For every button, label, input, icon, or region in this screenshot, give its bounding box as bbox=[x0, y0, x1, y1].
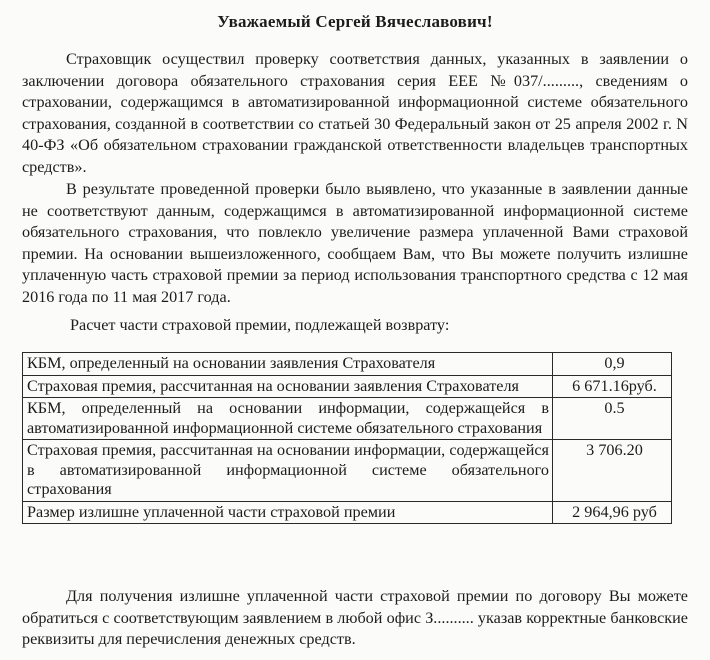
table-cell-value: 0.5 bbox=[553, 398, 672, 440]
calc-table-title: Расчет части страховой премии, подлежащей возврату: bbox=[70, 316, 450, 334]
table-row bbox=[23, 501, 672, 524]
paragraph-verification: Страховщик осуществил проверку соответствия данных, указанных в заявлении о заключении договора обязательного страхования серия ЕЕЕ №037/........., сведениям о страховании, содержащимся в автоматизированной информационной системе обязательного страхования, созданной в соответствии со статьей 30 Федеральный закон от 25 апреля 2002 г. N 40-ФЗ «Об обязательном страховании гражданской ответственности владельцев транспортных средств». bbox=[22, 50, 688, 176]
table-cell-label: Страховая премия, рассчитанная на основании заявления Страхователя bbox=[23, 375, 553, 398]
table-cell-label: Страховая премия, рассчитанная на основании информации, содержащейся в автоматизированной информационной системе обязательного страхования bbox=[23, 440, 553, 502]
table-row bbox=[23, 398, 672, 440]
paragraph-instructions: Для получения излишне уплаченной части страховой премии по договору Вы можете обратиться с соответствующим заявлением в любой офис З.......... указав корректные банковские реквизиты для перечисления денежных средств. bbox=[22, 587, 688, 648]
table-cell-label: КБМ, определенный на основании заявления Страхователя bbox=[23, 353, 553, 376]
table-row bbox=[23, 440, 672, 502]
table-cell-value: 6 671.16руб. bbox=[553, 375, 672, 398]
table-cell-value: 3 706.20 bbox=[553, 440, 672, 502]
table-cell-value: 2 964,96 руб bbox=[553, 501, 672, 524]
table-cell-label: КБМ, определенный на основании информации, содержащейся в автоматизированной информационной системе обязательного страхования bbox=[23, 398, 553, 440]
table-row bbox=[23, 375, 672, 398]
table-cell-value: 0,9 bbox=[553, 353, 672, 376]
table-row bbox=[23, 353, 672, 376]
greeting: Уважаемый Сергей Вячеславович! bbox=[217, 12, 493, 31]
premium-calc-table bbox=[22, 352, 672, 524]
table-cell-label: Размер излишне уплаченной части страховой премии bbox=[23, 501, 553, 524]
paragraph-result: В результате проведенной проверки было выявлено, что указанные в заявлении данные не соответствуют данным, содержащимся в автоматизированной информационной системе обязательного страхования, что повлекло увеличение размера уплаченной Вами страховой премии. На основании вышеизложенного, сообщаем Вам, что Вы можете получить излишне уплаченную часть страховой премии за период использования транспортного средства с 12 мая 2016 года по 11 мая 2017 года. bbox=[22, 180, 688, 306]
